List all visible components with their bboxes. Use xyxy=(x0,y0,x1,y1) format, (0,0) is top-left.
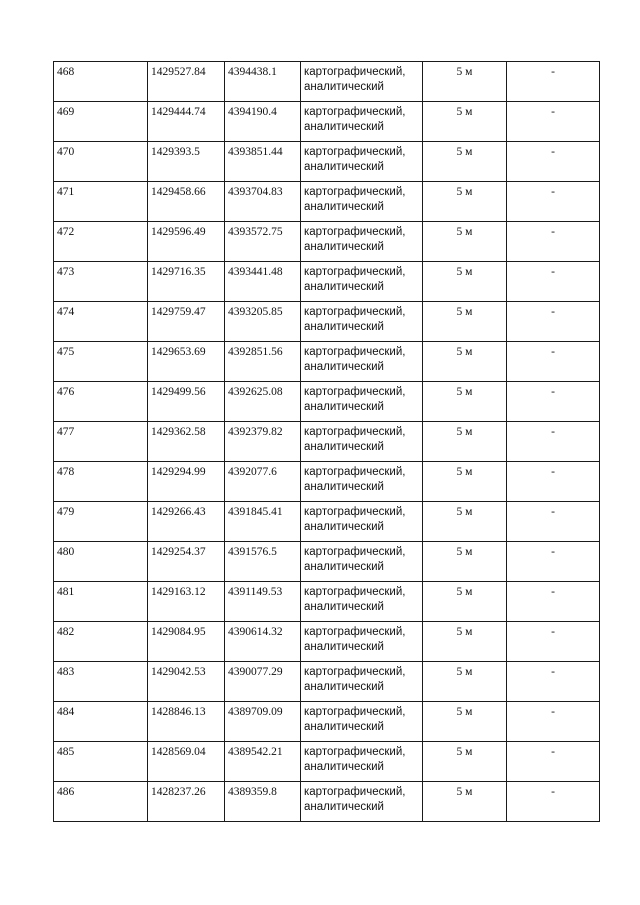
method-cell: картографический, аналитический xyxy=(301,622,423,662)
y-coordinate-cell: 4393441.48 xyxy=(225,262,301,302)
method-cell: картографический, аналитический xyxy=(301,502,423,542)
y-coordinate-cell: 4393572.75 xyxy=(225,222,301,262)
table-row xyxy=(54,742,600,782)
accuracy-cell: 5 м xyxy=(423,622,507,662)
table-row xyxy=(54,302,600,342)
point-number-cell: 476 xyxy=(54,382,148,422)
y-coordinate-cell: 4391576.5 xyxy=(225,542,301,582)
table-row xyxy=(54,622,600,662)
x-coordinate-cell: 1429596.49 xyxy=(148,222,225,262)
point-number-cell: 471 xyxy=(54,182,148,222)
method-cell: картографический, аналитический xyxy=(301,462,423,502)
note-cell: - xyxy=(507,262,600,302)
accuracy-cell: 5 м xyxy=(423,342,507,382)
point-number-cell: 482 xyxy=(54,622,148,662)
point-number-cell: 477 xyxy=(54,422,148,462)
table-row xyxy=(54,382,600,422)
method-cell: картографический, аналитический xyxy=(301,582,423,622)
method-cell: картографический, аналитический xyxy=(301,342,423,382)
method-cell: картографический, аналитический xyxy=(301,302,423,342)
x-coordinate-cell: 1429759.47 xyxy=(148,302,225,342)
point-number-cell: 486 xyxy=(54,782,148,822)
note-cell: - xyxy=(507,382,600,422)
accuracy-cell: 5 м xyxy=(423,182,507,222)
accuracy-cell: 5 м xyxy=(423,782,507,822)
y-coordinate-cell: 4393704.83 xyxy=(225,182,301,222)
method-cell: картографический, аналитический xyxy=(301,382,423,422)
table-row xyxy=(54,142,600,182)
point-number-cell: 473 xyxy=(54,262,148,302)
accuracy-cell: 5 м xyxy=(423,502,507,542)
x-coordinate-cell: 1429393.5 xyxy=(148,142,225,182)
table-row xyxy=(54,342,600,382)
method-cell: картографический, аналитический xyxy=(301,142,423,182)
point-number-cell: 481 xyxy=(54,582,148,622)
point-number-cell: 468 xyxy=(54,62,148,102)
table-row xyxy=(54,422,600,462)
method-cell: картографический, аналитический xyxy=(301,62,423,102)
accuracy-cell: 5 м xyxy=(423,142,507,182)
point-number-cell: 485 xyxy=(54,742,148,782)
coordinates-table-body xyxy=(54,62,600,822)
accuracy-cell: 5 м xyxy=(423,542,507,582)
point-number-cell: 478 xyxy=(54,462,148,502)
x-coordinate-cell: 1429266.43 xyxy=(148,502,225,542)
table-row xyxy=(54,222,600,262)
point-number-cell: 484 xyxy=(54,702,148,742)
method-cell: картографический, аналитический xyxy=(301,542,423,582)
method-cell: картографический, аналитический xyxy=(301,702,423,742)
note-cell: - xyxy=(507,422,600,462)
point-number-cell: 469 xyxy=(54,102,148,142)
note-cell: - xyxy=(507,462,600,502)
table-row xyxy=(54,702,600,742)
note-cell: - xyxy=(507,582,600,622)
x-coordinate-cell: 1428846.13 xyxy=(148,702,225,742)
y-coordinate-cell: 4392851.56 xyxy=(225,342,301,382)
note-cell: - xyxy=(507,182,600,222)
y-coordinate-cell: 4390077.29 xyxy=(225,662,301,702)
accuracy-cell: 5 м xyxy=(423,62,507,102)
accuracy-cell: 5 м xyxy=(423,742,507,782)
note-cell: - xyxy=(507,222,600,262)
table-row xyxy=(54,62,600,102)
method-cell: картографический, аналитический xyxy=(301,422,423,462)
accuracy-cell: 5 м xyxy=(423,262,507,302)
y-coordinate-cell: 4389359.8 xyxy=(225,782,301,822)
x-coordinate-cell: 1428237.26 xyxy=(148,782,225,822)
x-coordinate-cell: 1429499.56 xyxy=(148,382,225,422)
method-cell: картографический, аналитический xyxy=(301,182,423,222)
method-cell: картографический, аналитический xyxy=(301,222,423,262)
note-cell: - xyxy=(507,702,600,742)
method-cell: картографический, аналитический xyxy=(301,102,423,142)
x-coordinate-cell: 1429444.74 xyxy=(148,102,225,142)
accuracy-cell: 5 м xyxy=(423,302,507,342)
table-row xyxy=(54,262,600,302)
x-coordinate-cell: 1429527.84 xyxy=(148,62,225,102)
note-cell: - xyxy=(507,302,600,342)
note-cell: - xyxy=(507,542,600,582)
y-coordinate-cell: 4392625.08 xyxy=(225,382,301,422)
point-number-cell: 475 xyxy=(54,342,148,382)
accuracy-cell: 5 м xyxy=(423,662,507,702)
y-coordinate-cell: 4389542.21 xyxy=(225,742,301,782)
method-cell: картографический, аналитический xyxy=(301,262,423,302)
point-number-cell: 483 xyxy=(54,662,148,702)
y-coordinate-cell: 4390614.32 xyxy=(225,622,301,662)
y-coordinate-cell: 4392077.6 xyxy=(225,462,301,502)
accuracy-cell: 5 м xyxy=(423,582,507,622)
x-coordinate-cell: 1429653.69 xyxy=(148,342,225,382)
accuracy-cell: 5 м xyxy=(423,702,507,742)
table-row xyxy=(54,182,600,222)
table-row xyxy=(54,462,600,502)
note-cell: - xyxy=(507,102,600,142)
y-coordinate-cell: 4392379.82 xyxy=(225,422,301,462)
x-coordinate-cell: 1429084.95 xyxy=(148,622,225,662)
y-coordinate-cell: 4389709.09 xyxy=(225,702,301,742)
point-number-cell: 470 xyxy=(54,142,148,182)
y-coordinate-cell: 4393851.44 xyxy=(225,142,301,182)
table-row xyxy=(54,662,600,702)
x-coordinate-cell: 1429458.66 xyxy=(148,182,225,222)
note-cell: - xyxy=(507,342,600,382)
accuracy-cell: 5 м xyxy=(423,222,507,262)
table-row xyxy=(54,542,600,582)
point-number-cell: 479 xyxy=(54,502,148,542)
note-cell: - xyxy=(507,62,600,102)
x-coordinate-cell: 1429362.58 xyxy=(148,422,225,462)
coordinates-table xyxy=(53,61,600,822)
method-cell: картографический, аналитический xyxy=(301,742,423,782)
x-coordinate-cell: 1429042.53 xyxy=(148,662,225,702)
table-row xyxy=(54,102,600,142)
accuracy-cell: 5 м xyxy=(423,422,507,462)
table-row xyxy=(54,502,600,542)
note-cell: - xyxy=(507,662,600,702)
x-coordinate-cell: 1429716.35 xyxy=(148,262,225,302)
method-cell: картографический, аналитический xyxy=(301,782,423,822)
y-coordinate-cell: 4394190.4 xyxy=(225,102,301,142)
y-coordinate-cell: 4391845.41 xyxy=(225,502,301,542)
accuracy-cell: 5 м xyxy=(423,462,507,502)
note-cell: - xyxy=(507,622,600,662)
note-cell: - xyxy=(507,142,600,182)
accuracy-cell: 5 м xyxy=(423,102,507,142)
point-number-cell: 472 xyxy=(54,222,148,262)
y-coordinate-cell: 4391149.53 xyxy=(225,582,301,622)
x-coordinate-cell: 1429254.37 xyxy=(148,542,225,582)
point-number-cell: 474 xyxy=(54,302,148,342)
x-coordinate-cell: 1428569.04 xyxy=(148,742,225,782)
table-row xyxy=(54,582,600,622)
y-coordinate-cell: 4393205.85 xyxy=(225,302,301,342)
note-cell: - xyxy=(507,502,600,542)
note-cell: - xyxy=(507,782,600,822)
x-coordinate-cell: 1429294.99 xyxy=(148,462,225,502)
y-coordinate-cell: 4394438.1 xyxy=(225,62,301,102)
table-row xyxy=(54,782,600,822)
method-cell: картографический, аналитический xyxy=(301,662,423,702)
point-number-cell: 480 xyxy=(54,542,148,582)
note-cell: - xyxy=(507,742,600,782)
x-coordinate-cell: 1429163.12 xyxy=(148,582,225,622)
accuracy-cell: 5 м xyxy=(423,382,507,422)
